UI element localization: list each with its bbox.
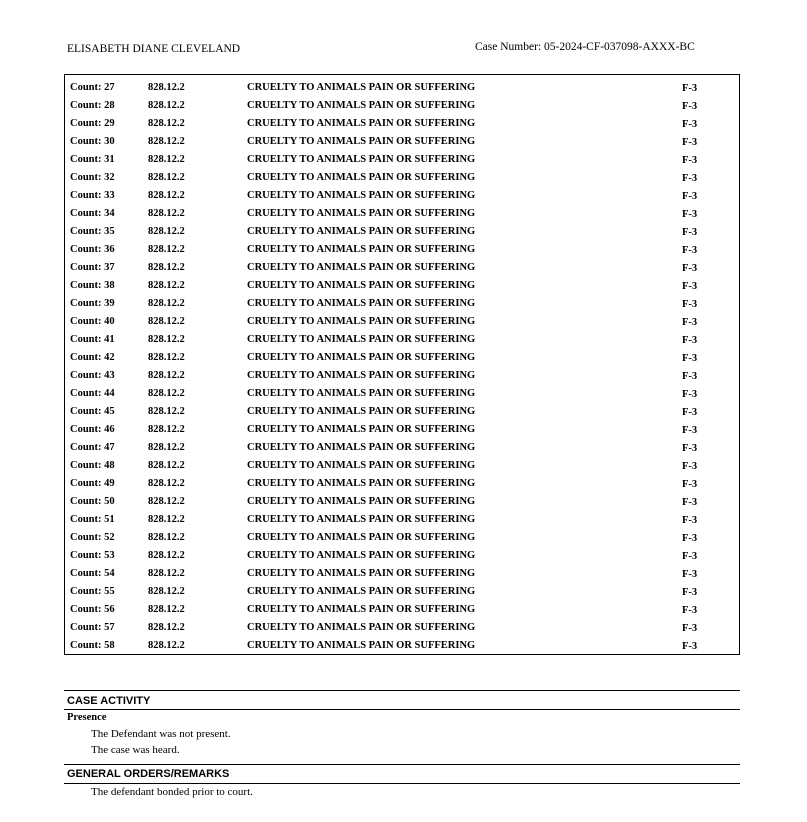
count-number: Count: 32 [70, 172, 115, 183]
charge-degree: F-3 [682, 389, 698, 400]
count-number: Count: 39 [70, 298, 115, 309]
case-number: Case Number: 05-2024-CF-037098-AXXX-BC [475, 41, 695, 53]
charge-description: CRUELTY TO ANIMALS PAIN OR SUFFERING [247, 532, 476, 543]
charge-degree: F-3 [682, 155, 698, 166]
statute-number: 828.12.2 [148, 352, 185, 363]
count-row [65, 169, 739, 187]
count-row [65, 187, 739, 205]
statute-number: 828.12.2 [148, 280, 185, 291]
count-row [65, 457, 739, 475]
count-number: Count: 43 [70, 370, 115, 381]
presence-label: Presence [67, 712, 107, 723]
charge-description: CRUELTY TO ANIMALS PAIN OR SUFFERING [247, 370, 476, 381]
charge-degree: F-3 [682, 317, 698, 328]
count-number: Count: 44 [70, 388, 115, 399]
statute-number: 828.12.2 [148, 370, 185, 381]
case-activity-title: CASE ACTIVITY [67, 695, 151, 707]
count-number: Count: 46 [70, 424, 115, 435]
statute-number: 828.12.2 [148, 226, 185, 237]
count-row [65, 277, 739, 295]
count-number: Count: 49 [70, 478, 115, 489]
count-row [65, 439, 739, 457]
statute-number: 828.12.2 [148, 100, 185, 111]
statute-number: 828.12.2 [148, 136, 185, 147]
statute-number: 828.12.2 [148, 424, 185, 435]
count-number: Count: 29 [70, 118, 115, 129]
charge-degree: F-3 [682, 119, 698, 130]
charge-description: CRUELTY TO ANIMALS PAIN OR SUFFERING [247, 424, 476, 435]
count-row [65, 349, 739, 367]
count-row [65, 367, 739, 385]
statute-number: 828.12.2 [148, 334, 185, 345]
charge-description: CRUELTY TO ANIMALS PAIN OR SUFFERING [247, 190, 476, 201]
charge-degree: F-3 [682, 569, 698, 580]
charge-degree: F-3 [682, 245, 698, 256]
charge-description: CRUELTY TO ANIMALS PAIN OR SUFFERING [247, 118, 476, 129]
statute-number: 828.12.2 [148, 82, 185, 93]
count-row [65, 565, 739, 583]
count-number: Count: 53 [70, 550, 115, 561]
count-row [65, 79, 739, 97]
statute-number: 828.12.2 [148, 478, 185, 489]
count-row [65, 529, 739, 547]
statute-number: 828.12.2 [148, 190, 185, 201]
count-row [65, 511, 739, 529]
charge-degree: F-3 [682, 515, 698, 526]
charge-description: CRUELTY TO ANIMALS PAIN OR SUFFERING [247, 514, 476, 525]
count-number: Count: 52 [70, 532, 115, 543]
charge-degree: F-3 [682, 263, 698, 274]
statute-number: 828.12.2 [148, 460, 185, 471]
count-number: Count: 47 [70, 442, 115, 453]
charge-description: CRUELTY TO ANIMALS PAIN OR SUFFERING [247, 496, 476, 507]
count-number: Count: 34 [70, 208, 115, 219]
charge-description: CRUELTY TO ANIMALS PAIN OR SUFFERING [247, 172, 476, 183]
statute-number: 828.12.2 [148, 442, 185, 453]
count-row [65, 241, 739, 259]
count-row [65, 295, 739, 313]
statute-number: 828.12.2 [148, 262, 185, 273]
count-number: Count: 40 [70, 316, 115, 327]
charge-degree: F-3 [682, 227, 698, 238]
count-row [65, 133, 739, 151]
charge-degree: F-3 [682, 281, 698, 292]
count-number: Count: 55 [70, 586, 115, 597]
statute-number: 828.12.2 [148, 388, 185, 399]
count-row [65, 115, 739, 133]
charge-degree: F-3 [682, 479, 698, 490]
count-row [65, 421, 739, 439]
charge-degree: F-3 [682, 533, 698, 544]
count-number: Count: 42 [70, 352, 115, 363]
section-divider [64, 783, 740, 784]
statute-number: 828.12.2 [148, 550, 185, 561]
charge-description: CRUELTY TO ANIMALS PAIN OR SUFFERING [247, 262, 476, 273]
count-row [65, 97, 739, 115]
statute-number: 828.12.2 [148, 154, 185, 165]
statute-number: 828.12.2 [148, 622, 185, 633]
count-row [65, 637, 739, 655]
count-number: Count: 54 [70, 568, 115, 579]
presence-line: The case was heard. [91, 744, 180, 756]
charge-description: CRUELTY TO ANIMALS PAIN OR SUFFERING [247, 568, 476, 579]
charge-degree: F-3 [682, 623, 698, 634]
count-number: Count: 30 [70, 136, 115, 147]
statute-number: 828.12.2 [148, 604, 185, 615]
charge-description: CRUELTY TO ANIMALS PAIN OR SUFFERING [247, 442, 476, 453]
defendant-name: ELISABETH DIANE CLEVELAND [67, 43, 241, 55]
charge-degree: F-3 [682, 461, 698, 472]
count-number: Count: 38 [70, 280, 115, 291]
count-row [65, 151, 739, 169]
charge-degree: F-3 [682, 101, 698, 112]
count-row [65, 259, 739, 277]
charge-description: CRUELTY TO ANIMALS PAIN OR SUFFERING [247, 82, 476, 93]
count-number: Count: 27 [70, 82, 115, 93]
charge-description: CRUELTY TO ANIMALS PAIN OR SUFFERING [247, 154, 476, 165]
charge-description: CRUELTY TO ANIMALS PAIN OR SUFFERING [247, 334, 476, 345]
statute-number: 828.12.2 [148, 298, 185, 309]
charge-degree: F-3 [682, 83, 698, 94]
count-row [65, 313, 739, 331]
statute-number: 828.12.2 [148, 532, 185, 543]
count-row [65, 385, 739, 403]
section-divider [64, 690, 740, 691]
charge-description: CRUELTY TO ANIMALS PAIN OR SUFFERING [247, 406, 476, 417]
count-number: Count: 45 [70, 406, 115, 417]
count-row [65, 475, 739, 493]
charge-description: CRUELTY TO ANIMALS PAIN OR SUFFERING [247, 100, 476, 111]
charge-degree: F-3 [682, 353, 698, 364]
charge-degree: F-3 [682, 443, 698, 454]
charge-description: CRUELTY TO ANIMALS PAIN OR SUFFERING [247, 244, 476, 255]
charge-degree: F-3 [682, 299, 698, 310]
charge-degree: F-3 [682, 587, 698, 598]
charge-description: CRUELTY TO ANIMALS PAIN OR SUFFERING [247, 136, 476, 147]
statute-number: 828.12.2 [148, 640, 185, 651]
statute-number: 828.12.2 [148, 568, 185, 579]
charge-degree: F-3 [682, 497, 698, 508]
count-number: Count: 31 [70, 154, 115, 165]
charge-description: CRUELTY TO ANIMALS PAIN OR SUFFERING [247, 388, 476, 399]
count-row [65, 331, 739, 349]
charge-degree: F-3 [682, 371, 698, 382]
charge-degree: F-3 [682, 191, 698, 202]
remark-line: The defendant bonded prior to court. [91, 786, 253, 798]
count-number: Count: 58 [70, 640, 115, 651]
statute-number: 828.12.2 [148, 406, 185, 417]
count-row [65, 205, 739, 223]
count-row [65, 619, 739, 637]
charge-degree: F-3 [682, 335, 698, 346]
count-number: Count: 36 [70, 244, 115, 255]
charge-degree: F-3 [682, 407, 698, 418]
charge-degree: F-3 [682, 605, 698, 616]
charge-degree: F-3 [682, 137, 698, 148]
count-number: Count: 28 [70, 100, 115, 111]
counts-table [64, 74, 740, 655]
charge-description: CRUELTY TO ANIMALS PAIN OR SUFFERING [247, 226, 476, 237]
count-number: Count: 56 [70, 604, 115, 615]
charge-description: CRUELTY TO ANIMALS PAIN OR SUFFERING [247, 352, 476, 363]
statute-number: 828.12.2 [148, 172, 185, 183]
presence-line: The Defendant was not present. [91, 728, 231, 740]
section-divider [64, 764, 740, 765]
charge-description: CRUELTY TO ANIMALS PAIN OR SUFFERING [247, 622, 476, 633]
count-row [65, 493, 739, 511]
statute-number: 828.12.2 [148, 208, 185, 219]
charge-degree: F-3 [682, 551, 698, 562]
count-number: Count: 48 [70, 460, 115, 471]
charge-degree: F-3 [682, 425, 698, 436]
statute-number: 828.12.2 [148, 514, 185, 525]
statute-number: 828.12.2 [148, 586, 185, 597]
count-number: Count: 51 [70, 514, 115, 525]
count-row [65, 403, 739, 421]
count-number: Count: 41 [70, 334, 115, 345]
count-row [65, 583, 739, 601]
count-number: Count: 33 [70, 190, 115, 201]
statute-number: 828.12.2 [148, 118, 185, 129]
charge-degree: F-3 [682, 209, 698, 220]
section-divider [64, 709, 740, 710]
count-number: Count: 37 [70, 262, 115, 273]
general-orders-title: GENERAL ORDERS/REMARKS [67, 768, 230, 780]
charge-description: CRUELTY TO ANIMALS PAIN OR SUFFERING [247, 280, 476, 291]
charge-description: CRUELTY TO ANIMALS PAIN OR SUFFERING [247, 460, 476, 471]
charge-description: CRUELTY TO ANIMALS PAIN OR SUFFERING [247, 316, 476, 327]
charge-description: CRUELTY TO ANIMALS PAIN OR SUFFERING [247, 640, 476, 651]
count-number: Count: 35 [70, 226, 115, 237]
count-row [65, 223, 739, 241]
charge-description: CRUELTY TO ANIMALS PAIN OR SUFFERING [247, 208, 476, 219]
count-row [65, 547, 739, 565]
statute-number: 828.12.2 [148, 244, 185, 255]
charge-degree: F-3 [682, 641, 698, 652]
count-number: Count: 50 [70, 496, 115, 507]
charge-description: CRUELTY TO ANIMALS PAIN OR SUFFERING [247, 586, 476, 597]
charge-degree: F-3 [682, 173, 698, 184]
charge-description: CRUELTY TO ANIMALS PAIN OR SUFFERING [247, 604, 476, 615]
statute-number: 828.12.2 [148, 496, 185, 507]
charge-description: CRUELTY TO ANIMALS PAIN OR SUFFERING [247, 298, 476, 309]
count-row [65, 601, 739, 619]
count-number: Count: 57 [70, 622, 115, 633]
charge-description: CRUELTY TO ANIMALS PAIN OR SUFFERING [247, 478, 476, 489]
charge-description: CRUELTY TO ANIMALS PAIN OR SUFFERING [247, 550, 476, 561]
statute-number: 828.12.2 [148, 316, 185, 327]
